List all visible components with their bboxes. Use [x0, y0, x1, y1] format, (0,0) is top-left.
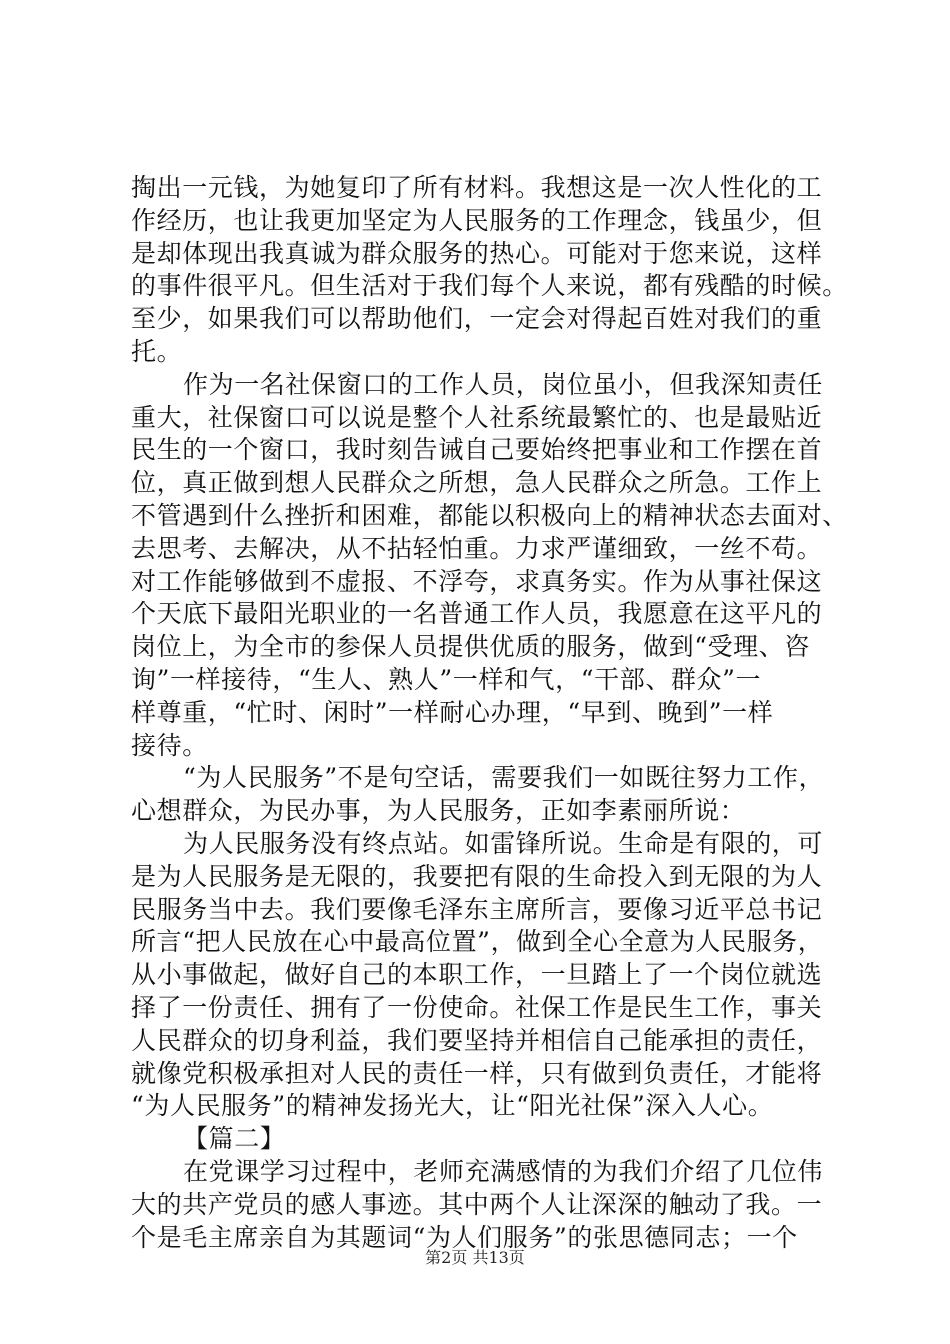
- text-line: 择了一份责任、拥有了一份使命。社保工作是民生工作，事关: [131, 992, 823, 1022]
- section-heading: 【篇二】: [183, 1124, 286, 1154]
- text-line: 所言“把人民放在心中最高位置”，做到全心全意为人民服务，: [131, 927, 824, 957]
- text-line: 是为人民服务是无限的，我要把有限的生命投入到无限的为人: [131, 861, 823, 891]
- paragraph-start-line: 为人民服务没有终点站。如雷锋所说。生命是有限的，可: [183, 828, 824, 858]
- text-line: 掏出一元钱，为她复印了所有材料。我想这是一次人性化的工: [131, 173, 823, 202]
- text-line: 的事件很平凡。但生活对于我们每个人来说，都有残酷的时候。: [131, 271, 848, 301]
- text-line: 不管遇到什么挫折和困难，都能以积极向上的精神状态去面对、: [131, 500, 848, 530]
- document-body: [131, 172, 848, 1254]
- text-line: 民服务当中去。我们要像毛泽东主席所言，要像习近平总书记: [131, 894, 823, 924]
- text-line: 对工作能够做到不虚报、不浮夸，求真务实。作为从事社保这: [131, 566, 823, 596]
- text-line: 重大，社保窗口可以说是整个人社系统最繁忙的、也是最贴近: [131, 402, 823, 432]
- text-line: 询”一样接待，“生人、熟人”一样和气，“干部、群众”一: [131, 664, 762, 694]
- text-line: 就像党积极承担对人民的责任一样，只有做到负责任，才能将: [131, 1058, 823, 1088]
- paragraph-start-line: 在党课学习过程中，老师充满感情的为我们介绍了几位伟: [183, 1156, 824, 1186]
- text-line: 个天底下最阳光职业的一名普通工作人员，我愿意在这平凡的: [131, 599, 823, 629]
- text-line: 作经历，也让我更加坚定为人民服务的工作理念，钱虽少，但: [131, 205, 823, 235]
- text-line: 人民群众的切身利益，我们要坚持并相信自己能承担的责任，: [131, 1025, 823, 1055]
- paragraph-start-line: 作为一名社保窗口的工作人员，岗位虽小，但我深知责任: [183, 369, 824, 399]
- text-line: 岗位上，为全市的参保人员提供优质的服务，做到“受理、咨: [131, 632, 810, 662]
- text-line: 心想群众，为民办事，为人民服务，正如李素丽所说：: [131, 796, 746, 826]
- text-line: 样尊重，“忙时、闲时”一样耐心办理，“早到、晚到”一样: [131, 697, 774, 727]
- text-line: 大的共产党员的感人事迹。其中两个人让深深的触动了我。一: [131, 1189, 823, 1219]
- text-line: “为人民服务”的精神发扬光大，让“阳光社保”深入人心。: [131, 1091, 774, 1121]
- paragraph-start-line: “为人民服务”不是句空话，需要我们一如既往努力工作，: [183, 763, 825, 793]
- text-line: 托。: [131, 336, 183, 366]
- text-line: 去思考、去解决，从不拈轻怕重。力求严谨细致，一丝不苟。: [131, 533, 823, 563]
- text-line: 接待。: [131, 730, 208, 760]
- page-footer: 第2页 共13页: [425, 1248, 525, 1267]
- text-line: 位，真正做到想人民群众之所想，急人民群众之所急。工作上: [131, 468, 823, 498]
- text-line: 民生的一个窗口，我时刻告诫自己要始终把事业和工作摆在首: [131, 435, 823, 465]
- text-line: 个是毛主席亲自为其题词“为人们服务”的张思德同志；一个: [131, 1222, 798, 1252]
- text-line: 从小事做起，做好自己的本职工作，一旦踏上了一个岗位就选: [131, 960, 823, 990]
- text-line: 至少，如果我们可以帮助他们，一定会对得起百姓对我们的重: [131, 304, 823, 334]
- text-line: 是却体现出我真诚为群众服务的热心。可能对于您来说，这样: [131, 238, 823, 268]
